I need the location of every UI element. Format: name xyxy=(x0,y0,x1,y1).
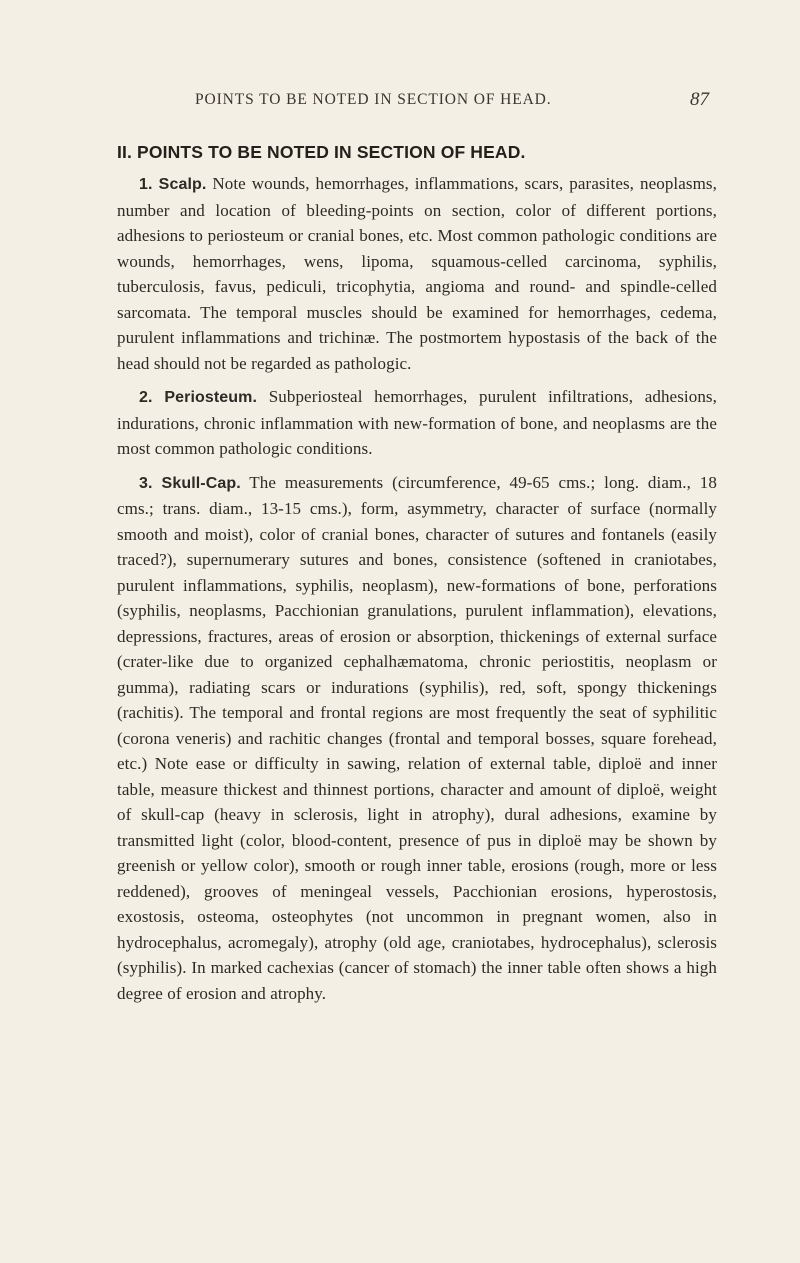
paragraph-scalp xyxy=(117,171,717,376)
page-number: 87 xyxy=(690,89,709,110)
paragraph-periosteum xyxy=(117,384,717,462)
running-title: POINTS TO BE NOTED IN SECTION OF HEAD. xyxy=(195,91,552,108)
paragraph-lead: 2. Periosteum. xyxy=(139,389,258,406)
paragraph-text: The measurements (circumference, 49-65 cms.; long. diam., 18 cms.; trans. diam., 13-15 cms.), form, asymmetry, character of surface (normally smooth and moist), color of cranial bones, character of sutures and fontanels (easily traced?), supernumerary sutures and bones, consistence (softened in craniotabes, purulent inflammations, syphilis, neoplasm), new-formations of bone, perforations (syphilis, neoplasms, Pacchionian granulations, purulent inflammation), elevations, depressions, fractures, areas of erosion or absorption, thickenings of external surface (crater-like due to organized cephalhæmatoma, chronic periostitis, neoplasm or gumma), radiating scars or indurations (syphilis), red, soft, spongy thickenings (rachitis). The temporal and frontal regions are most frequently the seat of syphilitic (corona veneris) and rachitic changes (frontal and temporal bosses, square forehead, etc.) Note ease or difficulty in sawing, relation of external table, diploë and inner table, measure thickest and thinnest portions, character and amount of diploë, weight of skull-cap (heavy in sclerosis, light in atrophy), dural adhesions, examine by transmitted light (color, blood-content, presence of pus in diploë may be shown by greenish or yellow color), smooth or rough inner table, erosions (rough, more or less reddened), grooves of meningeal vessels, Pacchionian erosions, hyperostosis, exostosis, osteoma, osteophytes (not uncommon in pregnant women, also in hydrocephalus, acromegaly), atrophy (old age, craniotabes, hydrocephalus), sclerosis (syphilis). In marked cachexias (cancer of stomach) the inner table often shows a high degree of erosion and atrophy. xyxy=(117,472,717,1003)
page-body xyxy=(117,139,717,1014)
running-head xyxy=(117,91,709,113)
section-heading: II. POINTS TO BE NOTED IN SECTION OF HEAD. xyxy=(117,142,526,162)
paragraph-text: Subperiosteal hemorrhages, purulent infiltrations, adhesions, indurations, chronic inflammation with new-formation of bone, and neoplasms are the most common pathologic conditions. xyxy=(117,387,717,458)
paragraph-text: Note wounds, hemorrhages, inflammations, scars, parasites, neoplasms, number and location of bleeding-points on section, color of different portions, adhesions to periosteum or cranial bones, etc. Most common pathologic conditions are wounds, hemorrhages, wens, lipoma, squamous-celled carcinoma, syphilis, tuberculosis, favus, pediculi, tricophytia, angioma and round- and spindle-celled sarcomata. The temporal muscles should be examined for hemorrhages, cedema, purulent inflammations and trichinæ. The postmortem hypostasis of the back of the head should not be regarded as pathologic. xyxy=(117,174,717,373)
paragraph-lead: 3. Skull-Cap. xyxy=(139,474,241,492)
paragraph-lead: 1. Scalp. xyxy=(139,176,207,193)
paragraph-skull-cap xyxy=(117,470,717,1007)
